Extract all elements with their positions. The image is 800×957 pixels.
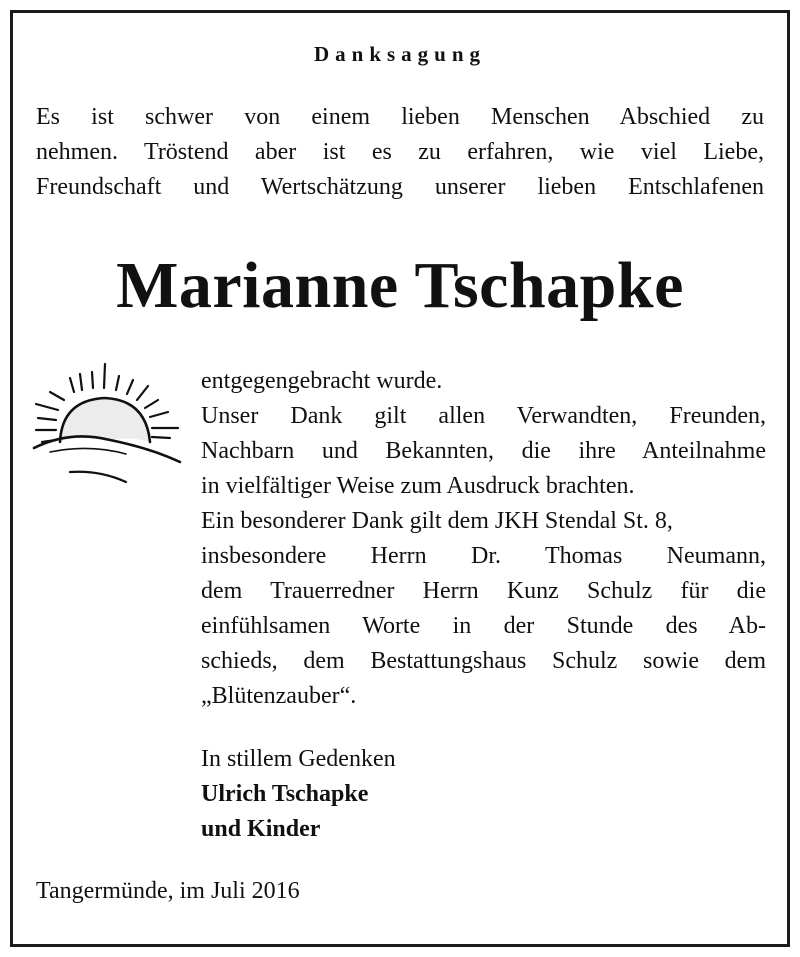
body-line: Ein besonderer Dank gilt dem JKH Stendal St. 8, bbox=[201, 508, 673, 534]
body-line: entgegengebracht wurde. bbox=[201, 368, 443, 394]
body-line: in vielfältiger Weise zum Ausdruck brachten. bbox=[201, 473, 635, 499]
notice-heading: Danksagung bbox=[313, 42, 487, 66]
body-line: „Blütenzauber“. bbox=[201, 683, 357, 709]
intro-line: Es ist schwer von einem lieben Menschen Abschied zu bbox=[36, 104, 764, 130]
intro-line: Freundschaft und Wertschätzung unserer lieben Entschlafenen bbox=[36, 174, 764, 200]
deceased-name: Marianne Tschapke bbox=[116, 249, 684, 322]
body-line: Unser Dank gilt allen Verwandten, Freunden, bbox=[201, 403, 766, 429]
closing-signature bbox=[201, 742, 396, 847]
body-line: schieds, dem Bestattungshaus Schulz sowie dem bbox=[201, 648, 766, 674]
body-line: dem Trauerredner Herrn Kunz Schulz für die bbox=[201, 578, 766, 604]
body-line: Nachbarn und Bekannten, die ihre Anteilnahme bbox=[201, 438, 766, 464]
body-line: einfühlsamen Worte in der Stunde des Ab- bbox=[201, 613, 766, 639]
place-date: Tangermünde, im Juli 2016 bbox=[36, 878, 300, 904]
thanks-paragraph bbox=[201, 364, 766, 714]
intro-line: nehmen. Tröstend aber ist es zu erfahren, wie viel Liebe, bbox=[36, 139, 764, 165]
signer-family: und Kinder bbox=[201, 816, 321, 842]
sunset-icon bbox=[30, 360, 185, 495]
closing-phrase: In stillem Gedenken bbox=[201, 746, 396, 772]
intro-paragraph bbox=[36, 100, 764, 205]
body-line: insbesondere Herrn Dr. Thomas Neumann, bbox=[201, 543, 766, 569]
signer-name: Ulrich Tschapke bbox=[201, 781, 369, 807]
